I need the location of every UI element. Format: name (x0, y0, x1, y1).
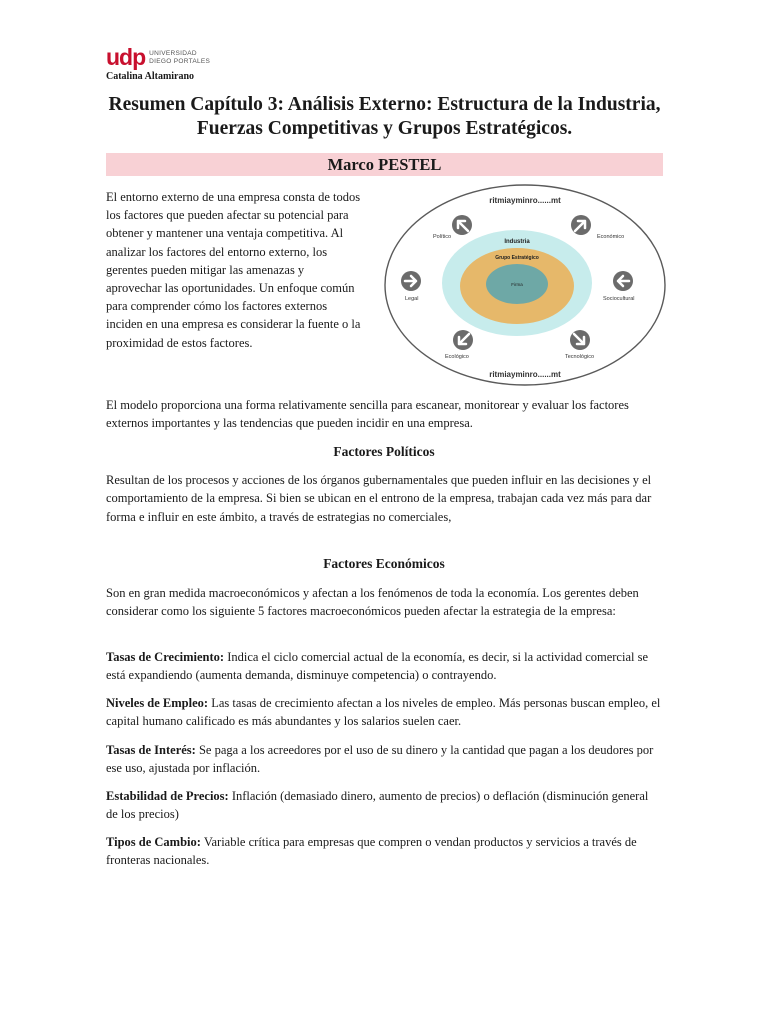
item-desc: Se paga a los acreedores por el uso de su dinero y la cantidad que pagan a los deudores por ese uso, ajustada por inflación. (106, 743, 654, 776)
list-item (106, 833, 662, 870)
heading-economicos: Factores Económicos (323, 556, 445, 571)
model-paragraph: El modelo proporciona una forma relativamente sencilla para escanear, monitorear y evaluar los factores externos importantes y las tendencias que pueden incidir en una empresa. (106, 398, 629, 431)
item-desc: Indica el ciclo comercial actual de la economía, es decir, si la actividad comercial se está expandiendo (aumenta demanda, disminuye competencia) o contrayendo. (106, 650, 649, 683)
document-title: Resumen Capítulo 3: Análisis Externo: Estructura de la Industria, Fuerzas Competitivas y Grupos Estratégicos. (108, 94, 661, 139)
intro-paragraph: El entorno externo de una empresa consta de todos los factores que pueden afectar su potencial para obtener y mantener una ventaja competitiva. Al analizar los factores del entorno externo, los gerentes pueden mitigar las amenazas y aprovechar las oportunidades. Un enfoque común para comprender cómo los factores externos inciden en una empresa es considerar la fuente o la proximidad de estos factores. (106, 190, 361, 350)
label-politico: Político (433, 234, 452, 240)
heading-politicos: Factores Políticos (333, 444, 435, 459)
industria-label: Industria (504, 239, 530, 245)
author-name: Catalina Altamirano (106, 71, 195, 82)
firma-label: Firma (511, 282, 523, 287)
arrow-politico-icon (452, 215, 472, 235)
label-economico: Económico (597, 234, 625, 240)
watermark-bottom: ritmiayminro......mt (489, 370, 561, 379)
item-desc: Inflación (demasiado dinero, aumento de precios) o deflación (disminución general de los precios) (106, 789, 649, 822)
grupo-label: Grupo Estratégico (495, 255, 539, 261)
logo-line-2: DIEGO PORTALES (149, 57, 211, 65)
item-term: Tasas de Interés: (106, 743, 196, 757)
arrow-tecnologico-icon (570, 330, 590, 350)
arrow-sociocultural-icon (613, 271, 633, 291)
label-sociocultural: Sociocultural (603, 296, 635, 302)
list-item (106, 741, 662, 778)
label-ecologico: Ecológico (445, 354, 469, 360)
list-item (106, 694, 662, 731)
logo-text (149, 50, 210, 66)
university-logo (106, 46, 210, 69)
arrow-legal-icon (401, 271, 421, 291)
item-term: Tipos de Cambio: (106, 835, 201, 849)
item-term: Estabilidad de Precios: (106, 789, 229, 803)
politicos-paragraph: Resultan de los procesos y acciones de los órganos gubernamentales que pueden influir en las decisiones y el comportamiento de la empresa. Si bien se ubican en el entrono de la empresa, trabajan cada vez más para dar forma e influir en este ámbito, a través de estrategias no comerciales, (106, 473, 652, 524)
logo-line-1: UNIVERSIDAD (149, 49, 197, 57)
list-item (106, 648, 662, 685)
economicos-paragraph: Son en gran medida macroeconómicos y afectan a los fenómenos de toda la economía. Los gerentes deben considerar como los siguiente 5 factores macroeconómicos pueden afectar la estrategia de la empresa: (106, 586, 639, 619)
arrow-ecologico-icon (453, 330, 473, 350)
arrow-economico-icon (571, 215, 591, 235)
item-term: Tasas de Crecimiento: (106, 650, 225, 664)
section-banner: Marco PESTEL (106, 153, 663, 176)
label-legal: Legal (405, 296, 419, 302)
label-tecnologico: Tecnológico (565, 354, 595, 360)
item-desc: Variable crítica para empresas que compren o vendan productos y servicios a través de fronteras nacionales. (106, 835, 637, 868)
logo-mark: udp (106, 44, 146, 70)
item-term: Niveles de Empleo: (106, 696, 209, 710)
list-item (106, 787, 662, 824)
pestel-diagram (383, 183, 668, 388)
item-desc: Las tasas de crecimiento afectan a los niveles de empleo. Más personas buscan empleo, el capital humano calificado es más abundantes y los salarios suelen caer. (106, 696, 661, 729)
watermark-top: ritmiayminro......mt (489, 196, 561, 205)
